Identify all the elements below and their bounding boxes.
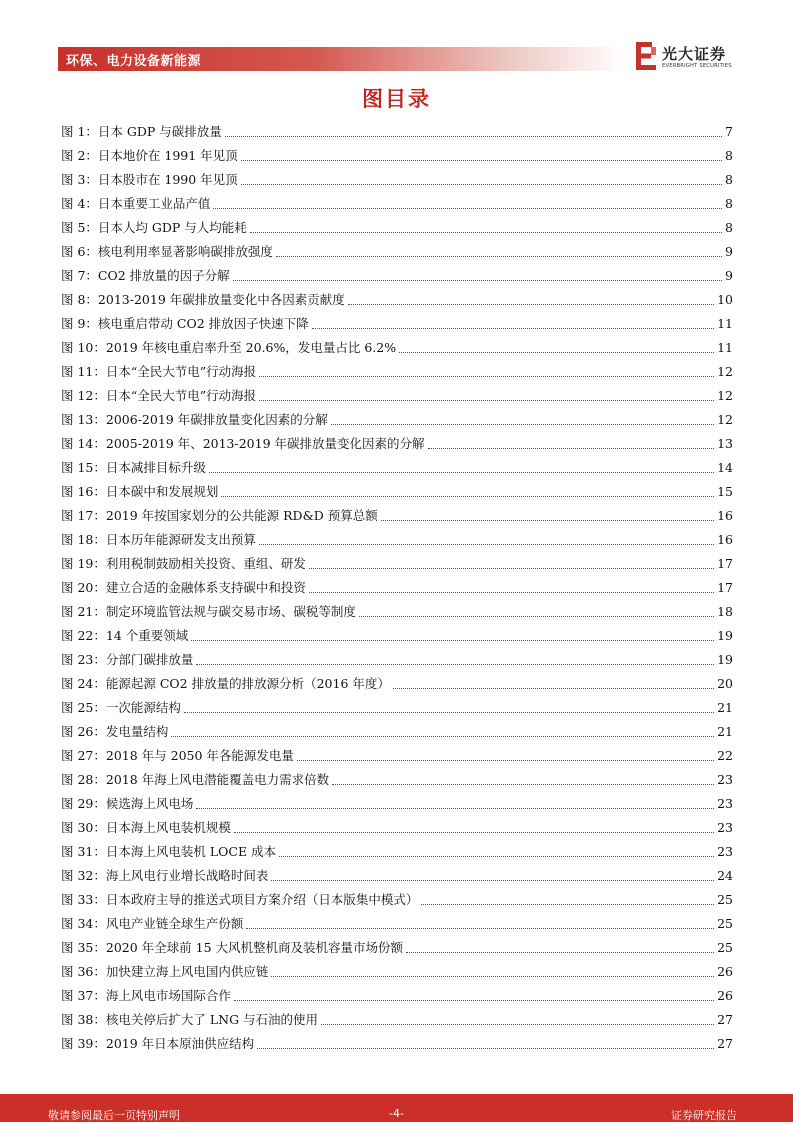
- toc-entry[interactable]: [61, 264, 733, 288]
- toc-leader-dots: [428, 448, 715, 449]
- toc-leader-dots: [259, 544, 714, 545]
- toc-leader-dots: [271, 880, 714, 881]
- toc-entry-page[interactable]: 16: [717, 532, 733, 547]
- toc-leader-dots: [196, 664, 714, 665]
- toc-leader-dots: [399, 352, 714, 353]
- toc-entry-page[interactable]: 23: [717, 796, 733, 811]
- toc-entry-label[interactable]: 图 2：日本地价在 1991 年见顶: [61, 148, 238, 163]
- toc-leader-dots: [421, 904, 714, 905]
- toc-entry[interactable]: [61, 672, 733, 696]
- toc-entry-label[interactable]: 图 22：14 个重要领域: [61, 628, 189, 643]
- toc-entry[interactable]: [61, 192, 733, 216]
- footer-report-type: 证券研究报告: [671, 1109, 737, 1122]
- toc-leader-dots: [406, 952, 714, 953]
- toc-entry-label[interactable]: 图 31：日本海上风电装机 LOCE 成本: [61, 844, 277, 859]
- toc-entry[interactable]: [61, 144, 733, 168]
- toc-entry[interactable]: [61, 240, 733, 264]
- toc-entry-page[interactable]: 8: [725, 220, 733, 235]
- toc-leader-dots: [332, 784, 714, 785]
- toc-entry-label[interactable]: 图 15：日本减排目标升级: [61, 460, 206, 475]
- toc-entry-label[interactable]: 图 21：制定环境监管法规与碳交易市场、碳税等制度: [61, 604, 356, 619]
- toc-entry-label[interactable]: 图 14：2005-2019 年、2013-2019 年碳排放量变化因素的分解: [61, 436, 425, 451]
- toc-leader-dots: [259, 376, 714, 377]
- toc-entry[interactable]: [61, 528, 733, 552]
- toc-entry-page[interactable]: 18: [717, 604, 733, 619]
- toc-entry-page[interactable]: 25: [717, 916, 733, 931]
- toc-entry-page[interactable]: 17: [717, 580, 733, 595]
- toc-leader-dots: [213, 208, 722, 209]
- toc-entry-page[interactable]: 10: [717, 292, 733, 307]
- section-title: 环保、电力设备新能源: [66, 54, 202, 69]
- toc-entry[interactable]: [61, 1008, 733, 1032]
- toc-entry-page[interactable]: 27: [717, 1012, 733, 1027]
- toc-entry[interactable]: [61, 600, 733, 624]
- toc-entry-label[interactable]: 图 3：日本股市在 1990 年见顶: [61, 172, 238, 187]
- toc-entry[interactable]: [61, 768, 733, 792]
- toc-entry-page[interactable]: 15: [717, 484, 733, 499]
- toc-entry-page[interactable]: 12: [717, 364, 733, 379]
- toc-entry[interactable]: [61, 816, 733, 840]
- toc-leader-dots: [279, 856, 714, 857]
- toc-leader-dots: [196, 808, 714, 809]
- toc-entry-label[interactable]: 图 35：2020 年全球前 15 大风机整机商及装机容量市场份额: [61, 940, 404, 955]
- logo-name-en: EVERBRIGHT SECURITIES: [662, 63, 732, 69]
- toc-entry-label[interactable]: 图 12：日本“全民大节电”行动海报: [61, 388, 257, 403]
- toc-entry-page[interactable]: 9: [725, 268, 733, 283]
- page-title: 图目录: [362, 87, 431, 111]
- toc-entry-page[interactable]: 17: [717, 556, 733, 571]
- toc-entry-page[interactable]: 9: [725, 244, 733, 259]
- toc-entry-page[interactable]: 24: [717, 868, 733, 883]
- footer-band: [0, 1094, 793, 1122]
- toc-entry-page[interactable]: 11: [717, 316, 733, 331]
- toc-leader-dots: [271, 976, 714, 977]
- toc-entry-page[interactable]: 19: [717, 652, 733, 667]
- everbright-logo-icon: [634, 40, 658, 72]
- toc-entry[interactable]: [61, 408, 733, 432]
- toc-leader-dots: [297, 760, 714, 761]
- toc-entry[interactable]: [61, 288, 733, 312]
- toc-entry[interactable]: [61, 384, 733, 408]
- toc-entry-label[interactable]: 图 34：风电产业链全球生产份额: [61, 916, 244, 931]
- toc-entry-page[interactable]: 21: [717, 724, 733, 739]
- toc-leader-dots: [221, 496, 714, 497]
- toc-entry-page[interactable]: 8: [725, 148, 733, 163]
- toc-entry[interactable]: [61, 624, 733, 648]
- toc-leader-dots: [241, 184, 722, 185]
- toc-entry-label[interactable]: 图 8：2013-2019 年碳排放量变化中各因素贡献度: [61, 292, 345, 307]
- toc-entry[interactable]: [61, 312, 733, 336]
- toc-entry[interactable]: [61, 216, 733, 240]
- toc-entry[interactable]: [61, 336, 733, 360]
- toc-entry[interactable]: [61, 936, 733, 960]
- toc-entry-label[interactable]: 图 7：CO2 排放量的因子分解: [61, 268, 230, 283]
- toc-entry[interactable]: [61, 168, 733, 192]
- toc-leader-dots: [241, 160, 722, 161]
- toc-entry[interactable]: [61, 864, 733, 888]
- toc-leader-dots: [312, 328, 714, 329]
- toc-entry-label[interactable]: 图 17：2019 年按国家划分的公共能源 RD&D 预算总额: [61, 508, 378, 523]
- toc-leader-dots: [209, 472, 714, 473]
- toc-entry[interactable]: [61, 480, 733, 504]
- toc-entry[interactable]: [61, 960, 733, 984]
- toc-entry-page[interactable]: 21: [717, 700, 733, 715]
- toc-entry[interactable]: [61, 744, 733, 768]
- toc-entry-page[interactable]: 14: [717, 460, 733, 475]
- toc-entry-label[interactable]: 图 27：2018 年与 2050 年各能源发电量: [61, 748, 294, 763]
- toc-leader-dots: [257, 1048, 714, 1049]
- toc-entry-page[interactable]: 23: [717, 844, 733, 859]
- footer-disclaimer: 敬请参阅最后一页特别声明: [48, 1109, 180, 1122]
- toc-leader-dots: [184, 712, 714, 713]
- page-number: -4-: [389, 1107, 404, 1120]
- toc-entry-page[interactable]: 22: [717, 748, 733, 763]
- toc-entry-page[interactable]: 13: [717, 436, 733, 451]
- toc-leader-dots: [309, 568, 714, 569]
- toc-entry-label[interactable]: 图 32：海上风电行业增长战略时间表: [61, 868, 269, 883]
- logo-name-cn: 光大证券: [662, 45, 727, 63]
- toc-entry-label[interactable]: 图 37：海上风电市场国际合作: [61, 988, 231, 1003]
- toc-entry-label[interactable]: 图 20：建立合适的金融体系支持碳中和投资: [61, 580, 306, 595]
- toc-entry-page[interactable]: 27: [717, 1036, 733, 1051]
- toc-entry-label[interactable]: 图 19：利用税制鼓励相关投资、重组、研发: [61, 556, 306, 571]
- toc-entry[interactable]: [61, 504, 733, 528]
- toc-entry[interactable]: [61, 576, 733, 600]
- toc-entry-page[interactable]: 25: [717, 892, 733, 907]
- toc-entry[interactable]: [61, 696, 733, 720]
- toc-leader-dots: [233, 280, 722, 281]
- toc-entry-page[interactable]: 20: [717, 676, 733, 691]
- toc-entry-label[interactable]: 图 11：日本“全民大节电”行动海报: [61, 364, 257, 379]
- toc-leader-dots: [321, 1024, 714, 1025]
- toc-entry[interactable]: [61, 648, 733, 672]
- toc-entry-page[interactable]: 16: [717, 508, 733, 523]
- toc-entry-label[interactable]: 图 30：日本海上风电装机规模: [61, 820, 231, 835]
- toc-entry-label[interactable]: 图 16：日本碳中和发展规划: [61, 484, 219, 499]
- toc-entry-label[interactable]: 图 10：2019 年核电重启率升至 20.6%，发电量占比 6.2%: [61, 340, 397, 355]
- toc-entry[interactable]: [61, 1032, 733, 1056]
- toc-entry-page[interactable]: 8: [725, 172, 733, 187]
- toc-entry-label[interactable]: 图 18：日本历年能源研发支出预算: [61, 532, 256, 547]
- toc-entry-label[interactable]: 图 24：能源起源 CO2 排放量的排放源分析（2016 年度）: [61, 676, 390, 691]
- toc-leader-dots: [250, 232, 722, 233]
- figure-list: [61, 120, 733, 1056]
- toc-entry[interactable]: [61, 984, 733, 1008]
- toc-entry-page[interactable]: 25: [717, 940, 733, 955]
- toc-entry-page[interactable]: 23: [717, 820, 733, 835]
- toc-entry-label[interactable]: 图 4：日本重要工业品产值: [61, 196, 211, 211]
- toc-entry[interactable]: [61, 720, 733, 744]
- toc-entry-label[interactable]: 图 28：2018 年海上风电潜能覆盖电力需求倍数: [61, 772, 330, 787]
- toc-leader-dots: [191, 640, 714, 641]
- toc-entry[interactable]: [61, 120, 733, 144]
- toc-entry-label[interactable]: 图 39：2019 年日本原油供应结构: [61, 1036, 255, 1051]
- toc-entry[interactable]: [61, 360, 733, 384]
- toc-entry[interactable]: [61, 792, 733, 816]
- toc-entry-page[interactable]: 12: [717, 388, 733, 403]
- toc-entry[interactable]: [61, 840, 733, 864]
- toc-leader-dots: [246, 928, 714, 929]
- toc-leader-dots: [309, 592, 714, 593]
- toc-entry-label[interactable]: 图 23：分部门碳排放量: [61, 652, 194, 667]
- toc-entry-page[interactable]: 26: [717, 988, 733, 1003]
- toc-entry[interactable]: [61, 552, 733, 576]
- toc-leader-dots: [234, 832, 714, 833]
- toc-entry-label[interactable]: 图 26：发电量结构: [61, 724, 169, 739]
- toc-leader-dots: [259, 400, 714, 401]
- toc-leader-dots: [331, 424, 714, 425]
- toc-leader-dots: [359, 616, 714, 617]
- toc-entry-label[interactable]: 图 6：核电利用率显著影响碳排放强度: [61, 244, 273, 259]
- toc-entry-page[interactable]: 8: [725, 196, 733, 211]
- toc-entry[interactable]: [61, 456, 733, 480]
- toc-entry-page[interactable]: 23: [717, 772, 733, 787]
- toc-leader-dots: [225, 136, 722, 137]
- toc-entry[interactable]: [61, 912, 733, 936]
- toc-leader-dots: [234, 1000, 714, 1001]
- toc-entry-label[interactable]: 图 9：核电重启带动 CO2 排放因子快速下降: [61, 316, 309, 331]
- toc-entry-page[interactable]: 12: [717, 412, 733, 427]
- toc-entry[interactable]: [61, 432, 733, 456]
- toc-entry-page[interactable]: 7: [725, 124, 733, 139]
- toc-entry-label[interactable]: 图 5：日本人均 GDP 与人均能耗: [61, 220, 247, 235]
- toc-entry-label[interactable]: 图 33：日本政府主导的推送式项目方案介绍（日本版集中模式）: [61, 892, 419, 907]
- toc-entry-label[interactable]: 图 36：加快建立海上风电国内供应链: [61, 964, 269, 979]
- toc-leader-dots: [393, 688, 714, 689]
- toc-leader-dots: [276, 256, 722, 257]
- toc-leader-dots: [381, 520, 714, 521]
- brand-logo: [634, 40, 744, 74]
- toc-entry-label[interactable]: 图 38：核电关停后扩大了 LNG 与石油的使用: [61, 1012, 319, 1027]
- toc-entry[interactable]: [61, 888, 733, 912]
- toc-entry-label[interactable]: 图 25：一次能源结构: [61, 700, 181, 715]
- toc-entry-label[interactable]: 图 1：日本 GDP 与碳排放量: [61, 124, 222, 139]
- toc-entry-page[interactable]: 11: [717, 340, 733, 355]
- toc-entry-page[interactable]: 19: [717, 628, 733, 643]
- toc-leader-dots: [171, 736, 714, 737]
- toc-entry-label[interactable]: 图 13：2006-2019 年碳排放量变化因素的分解: [61, 412, 328, 427]
- toc-entry-page[interactable]: 26: [717, 964, 733, 979]
- toc-entry-label[interactable]: 图 29：候选海上风电场: [61, 796, 194, 811]
- toc-leader-dots: [348, 304, 714, 305]
